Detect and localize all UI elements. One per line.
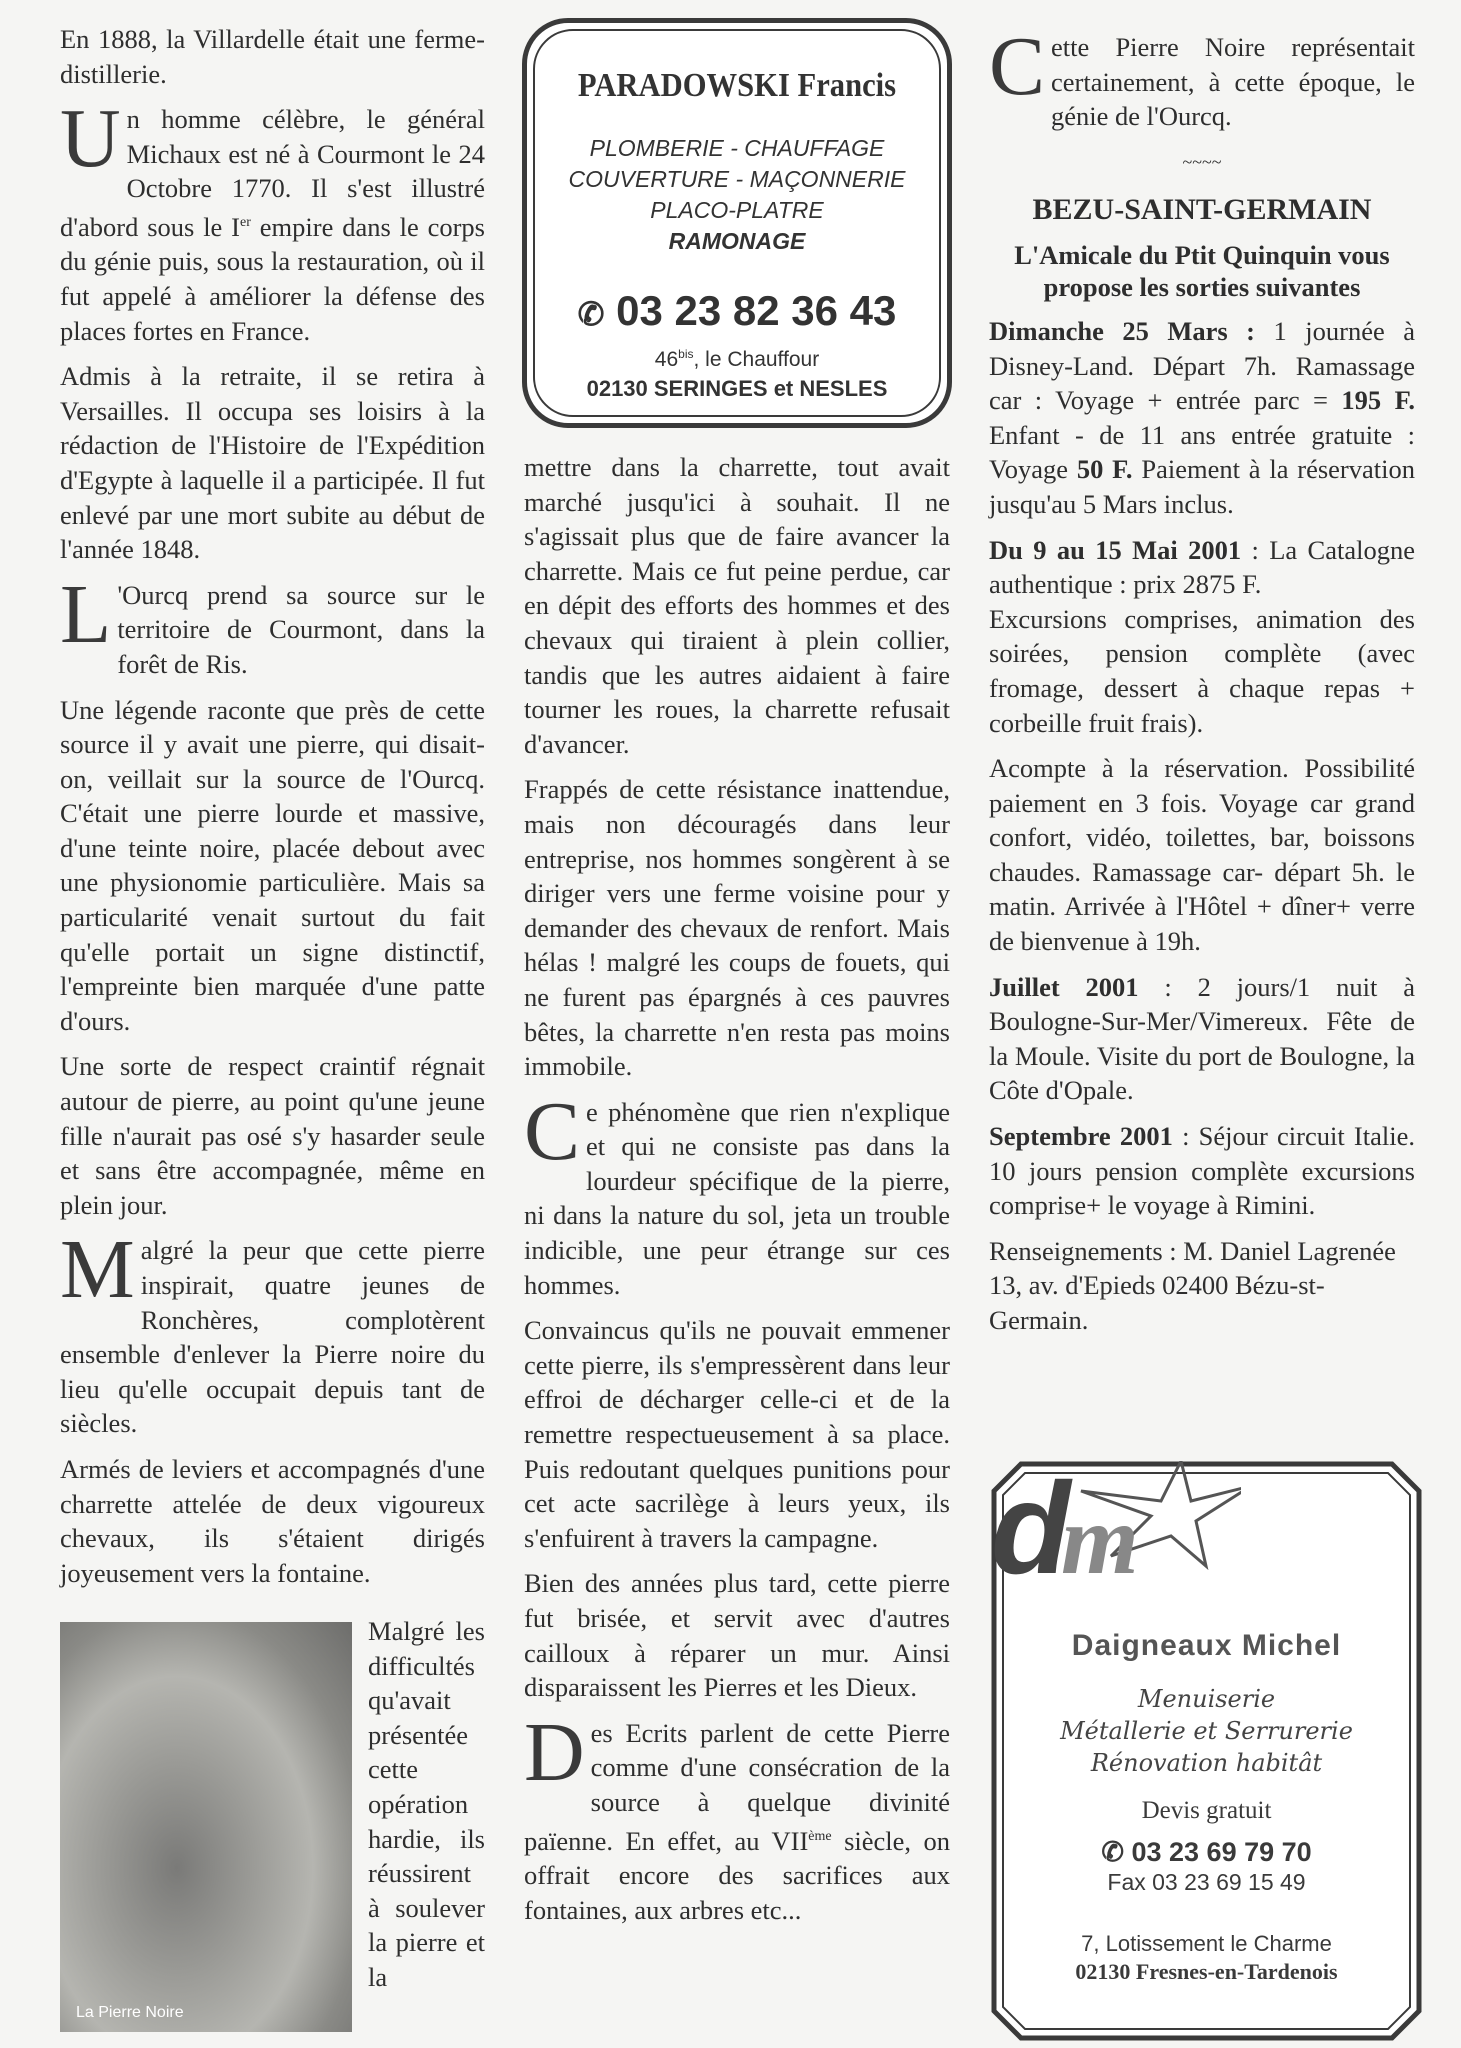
paragraph: En 1888, la Villardelle était une ferme-distillerie. (60, 24, 485, 89)
bold-lead: Du 9 au 15 Mai 2001 (989, 534, 1242, 565)
ad-phone: 03 23 69 79 70 (1131, 1837, 1312, 1867)
text: ette Pierre Noire représentait certainement, à cette époque, le génie de l'Ourcq. (1051, 32, 1415, 132)
drop-cap: M (60, 1223, 135, 1317)
text: es Ecrits parlent de cette Pierre comme d'une consécration de la source à quelque divinité païenne. En effet, au VII (524, 1717, 950, 1856)
logo-letters: d (991, 1461, 1071, 1581)
drop-cap: C (524, 1084, 581, 1178)
paragraph: Une sorte de respect craintif régnait autour de pierre, au point qu'une jeune fille n'aurait pas osé s'y hasarder seule et sans être accompagnée, même en plein jour. (60, 1051, 485, 1220)
paragraph (989, 970, 1415, 1108)
separator: ~~~~ (1182, 151, 1222, 172)
text: : 2 jours/1 nuit à Boulogne-Sur-Mer/Vimereux. Fête de la Moule. Visite du port de Boulogne, la Côte d'Opale. (989, 971, 1415, 1106)
superscript: bis (678, 347, 694, 361)
paradowski-ad (522, 18, 952, 428)
price: 50 F. (1076, 454, 1133, 485)
dm-logo (991, 1461, 1241, 1581)
paragraph: Bien des années plus tard, cette pierre fut brisée, et servit avec d'autres cailloux à réparer un mur. Ainsi disparaissent les Pierres et les Dieux. (524, 1568, 950, 1703)
ad-address-number: 46 (654, 348, 679, 371)
ad-address: 7, Lotissement le Charme (1081, 1931, 1332, 1956)
text: algré la peur que cette pierre inspirait, quatre jeunes de Ronchères, complotèrent ensemble d'enlever la Pierre noire du lieu qu'elle occupait depuis tant de siècles. (60, 1235, 485, 1439)
text: : Séjour circuit Italie. 10 jours pension complète excursions comprise+ le voyage à Rimini. (989, 1121, 1415, 1221)
paragraph (60, 92, 485, 348)
ad-service: Rénovation habitât (1090, 1749, 1323, 1777)
paragraph: Une légende raconte que près de cette source il y avait une pierre, qui disait-on, veillait sur la source de l'Ourcq. C'était une pierre lourde et massive, d'une teinte noire, placée debout avec une physionomie particulière. Mais sa particularité venait surtout du fait qu'elle portait un signe distinctif, l'empreinte bien marquée d'une patte d'ours. (60, 694, 485, 1036)
text: Enfant - de 11 ans entrée gratuite : Voyage (989, 419, 1415, 485)
text: siècle, on offrait encore des sacrifices aux fontaines, aux arbres etc... (524, 1825, 950, 1925)
ad-service: Menuiserie (1137, 1685, 1276, 1713)
ad-phone: 03 23 82 36 43 (616, 287, 897, 334)
text: Paiement à la réservation jusqu'au 5 Mars inclus. (989, 454, 1415, 519)
middle-column (524, 450, 950, 1938)
text: 'Ourcq prend sa source sur le territoire de Courmont, dans la forêt de Ris. (117, 579, 485, 679)
paragraph (524, 1084, 950, 1303)
paragraph: Convaincus qu'ils ne pouvait emmener cette pierre, ils s'empressèrent dans leur effroi de décharger celle-ci et de la remettre respectueusement à sa place. Puis redoutant quelques punitions pour cet acte sacrilège à leurs yeux, ils s'enfuirent à travers la campagne. (524, 1315, 950, 1553)
ad-company-name: PARADOWSKI Francis (577, 67, 897, 104)
ad-city: 02130 Fresnes-en-Tardenois (1075, 1959, 1338, 1984)
paragraph: mettre dans la charrette, tout avait marché jusqu'ici à souhait. Il ne s'agissait plus que de faire avancer la charrette. Mais ce fut peine perdue, car en dépit des efforts des hommes et des chevaux qui tiraient à plein collier, tandis que les autres aidaient à faire tourner les roues, la charrette refusait d'avancer. (524, 452, 950, 759)
phone-icon: ✆ (577, 296, 605, 332)
bold-lead: Juillet 2001 (989, 971, 1139, 1002)
photo-caption: La Pierre Noire (76, 2004, 184, 2021)
ad-service: COUVERTURE - MAÇONNERIE (568, 166, 906, 192)
paragraph (60, 567, 485, 682)
paragraph (524, 1705, 950, 1927)
paragraph: Excursions comprises, animation des soirées, pension complète (avec fromage, dessert à chaque repas + corbeille fruit frais). (989, 603, 1415, 738)
ad-address: , le Chauffour (693, 348, 820, 371)
text: 1 journée à Disney-Land. Départ 7h. Ramassage car : Voyage + entrée parc = (989, 315, 1415, 416)
drop-cap: C (989, 20, 1046, 113)
ad-city: 02130 SERINGES et NESLES (586, 376, 888, 401)
right-column (989, 20, 1415, 1349)
ad-service: RAMONAGE (668, 228, 806, 254)
paragraph: Frappés de cette résistance inattendue, mais non découragés dans leur entreprise, nos hommes songèrent à se diriger vers une ferme voisine pour y demander des chevaux de renfort. Mais hélas ! malgré les coups de fouets, qui ne furent pas épargnés à ces pauvres bêtes, la charrette n'en resta pas moins immobile. (524, 774, 950, 1082)
paragraph (989, 533, 1415, 602)
phone-icon: ✆ (1101, 1837, 1124, 1867)
paragraph (989, 314, 1415, 522)
svg-text:m: m (1061, 1484, 1139, 1581)
paragraph (989, 20, 1415, 134)
bold-lead: Septembre 2001 (989, 1121, 1173, 1152)
paragraph (989, 1119, 1415, 1223)
price: 195 F. (1341, 385, 1415, 416)
left-column (60, 22, 485, 1601)
ad-service: PLOMBERIE - CHAUFFAGE (589, 135, 885, 161)
superscript: ème (808, 1828, 832, 1844)
narrow-text: Malgré les difficultés qu'avait présentée cette opération hardie, ils réussirent à soulever la pierre et la (368, 1616, 485, 1992)
text: n homme célèbre, le général Michaux est né à Courmont le 24 Octobre 1770. Il s'est illustré d'abord sous le I (60, 104, 485, 242)
drop-cap: L (60, 567, 112, 661)
section-subtitle: L'Amicale du Ptit Quinquin vous propose les sorties suivantes (1014, 239, 1390, 302)
pierre-noire-photo (60, 1622, 352, 2032)
paragraph: Armés de leviers et accompagnés d'une charrette attelée de deux vigoureux chevaux, ils s'étaient dirigés joyeusement vers la fontaine. (60, 1453, 485, 1588)
ad-company-name: Daigneaux Michel (1071, 1629, 1342, 1662)
paragraph: Admis à la retraite, il se retira à Versailles. Il occupa ses loisirs à la rédaction de l'Histoire de l'Expédition d'Egypte à laquelle il a participée. Il fut enlevé par une mort subite au début de l'année 1848. (60, 361, 485, 565)
ad-service: Métallerie et Serrurerie (1060, 1717, 1353, 1745)
text: : La Catalogne authentique : prix 2875 F. (989, 534, 1415, 600)
paragraph (60, 1223, 485, 1441)
bold-lead: Dimanche 25 Mars : (989, 315, 1255, 346)
superscript: er (240, 214, 251, 230)
daigneaux-ad (991, 1461, 1422, 2041)
drop-cap: D (524, 1705, 585, 1799)
section-title: BEZU-SAINT-GERMAIN (1032, 193, 1372, 227)
drop-cap: U (60, 92, 121, 186)
text: empire dans le corps du génie puis, sous la restauration, où il fut appelé à améliorer la défense des places fortes en France. (60, 211, 485, 346)
ad-fax: Fax 03 23 69 15 49 (1107, 1869, 1306, 1895)
paragraph: Renseignements : M. Daniel Lagrenée 13, av. d'Epieds 02400 Bézu-st-Germain. (989, 1235, 1396, 1335)
ad-service: PLACO-PLATRE (650, 197, 824, 223)
ad-devis: Devis gratuit (1141, 1797, 1272, 1824)
paragraph: Acompte à la réservation. Possibilité paiement en 3 fois. Voyage car grand confort, vidéo, toilettes, bar, boissons chaudes. Ramassage car- départ 5h. le matin. Arrivée à l'Hôtel + dîner+ verre de bienvenue à 19h. (989, 753, 1415, 957)
text: e phénomène que rien n'explique et qui ne consiste pas dans la lourdeur spécifique de la pierre, ni dans la nature du sol, jeta un trouble indicible, une peur étrange sur ces hommes. (524, 1096, 950, 1300)
